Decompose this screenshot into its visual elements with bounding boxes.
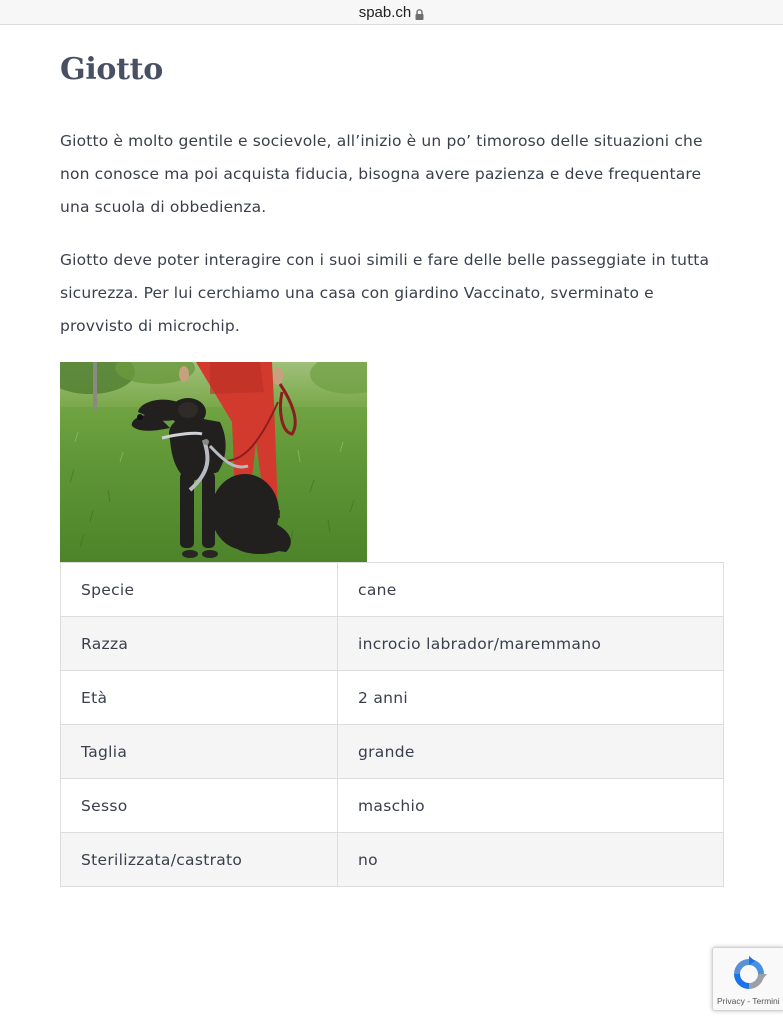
recaptcha-privacy-link[interactable]: Privacy — [717, 996, 745, 1006]
recaptcha-badge[interactable] — [712, 947, 783, 1011]
row-label: Età — [61, 671, 338, 725]
recaptcha-terms-link[interactable]: Termini — [752, 996, 780, 1006]
recaptcha-links — [717, 996, 780, 1006]
description-paragraph-1: Giotto è molto gentile e socievole, all’inizio è un po’ timoroso delle situazioni che non conosce ma poi acquista fiducia, bisogna avere pazienza e deve frequentare una scuola di obbedienza. — [60, 132, 703, 216]
row-value: grande — [338, 725, 724, 779]
table-row — [61, 725, 724, 779]
table-row — [61, 833, 724, 887]
page-title: Giotto — [60, 52, 163, 87]
row-label: Razza — [61, 617, 338, 671]
row-label: Taglia — [61, 725, 338, 779]
table-row — [61, 563, 724, 617]
row-value: incrocio labrador/maremmano — [338, 617, 724, 671]
row-value: 2 anni — [338, 671, 724, 725]
recaptcha-logo-icon — [730, 955, 768, 993]
row-label: Sesso — [61, 779, 338, 833]
dog-photo — [60, 362, 367, 562]
row-value: no — [338, 833, 724, 887]
table-row — [61, 779, 724, 833]
recaptcha-separator: - — [744, 996, 753, 1006]
pet-info-table — [60, 562, 724, 887]
row-label: Specie — [61, 563, 338, 617]
url-text[interactable]: spab.ch — [358, 3, 412, 21]
row-label: Sterilizzata/castrato — [61, 833, 338, 887]
lock-icon — [415, 7, 424, 18]
row-value: maschio — [338, 779, 724, 833]
table-row — [61, 617, 724, 671]
description-paragraph-2: Giotto deve poter interagire con i suoi simili e fare delle belle passeggiate in tutta sicurezza. Per lui cerchiamo una casa con giardino Vaccinato, sverminato e provvisto di microchip. — [60, 251, 710, 335]
browser-url-bar[interactable] — [0, 0, 783, 25]
table-row — [61, 671, 724, 725]
row-value: cane — [338, 563, 724, 617]
